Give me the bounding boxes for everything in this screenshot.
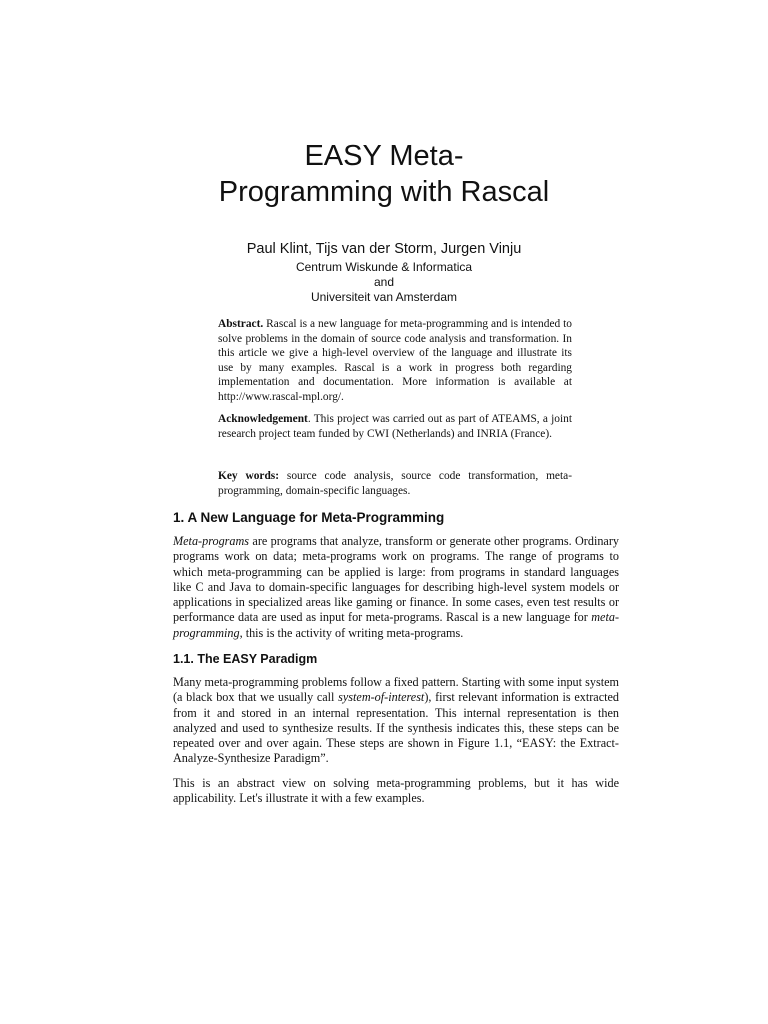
acknowledgement-text: . This project was carried out as part of ATEAMS, a joint research project team funded by CWI (Netherlands) and INRIA (France). [218,413,572,440]
emphasis-meta-programs: Meta-programs [173,534,250,548]
section-1-1-paragraph-1 [173,675,619,767]
affiliation-line-1: Centrum Wiskunde & Informatica [295,260,473,274]
author-list: Paul Klint, Tijs van der Storm, Jurgen Vinju [246,241,522,257]
abstract-label: Abstract. [218,318,264,330]
paper-title-line-1: EASY Meta- [304,140,464,172]
affiliation-line-3: Universiteit van Amsterdam [310,290,458,304]
section-heading-1-1: 1.1. The EASY Paradigm [173,652,318,666]
keywords [218,469,572,498]
emphasis-meta-programming: meta-programming [173,610,619,640]
keywords-text: source code analysis, source code transformation, meta-programming, domain-specific languages. [218,470,572,497]
paper-title-line-2: Programming with Rascal [218,176,550,208]
abstract [218,317,572,404]
section-1-1-paragraph-2: This is an abstract view on solving meta-programming problems, but it has wide applicability. Let's illustrate it with a few examples. [173,776,619,806]
acknowledgement-label: Acknowledgement [218,413,308,425]
section-heading-1: 1. A New Language for Meta-Programming [173,510,445,525]
paragraph-text: , this is the activity of writing meta-programs. [239,625,464,640]
paper-title [0,138,768,210]
acknowledgement [218,412,572,441]
emphasis-system-of-interest: system-of-interest [338,690,425,705]
section-1-paragraph [173,534,619,641]
affiliation-line-2: and [373,275,395,289]
paragraph-text: Many meta-programming problems follow a fixed pattern. Starting with some input system (a black box that we usually call [173,675,619,705]
keywords-label: Key words: [218,470,280,482]
abstract-text: Rascal is a new language for meta-programming and is intended to solve problems in the domain of source code analysis and transformation. In this article we give a high-level overview of the language and illustrate its use by many examples. Rascal is a work in progress both regarding implementation and documentation. More information is available at http://www.rascal-mpl.org/. [218,318,572,403]
paragraph-text: ), first relevant information is extracted from it and stored in an internal representation. This internal representation is then analyzed and used to synthesize results. If the synthesis indicates this, these steps can be repeated over and over again. These steps are shown in Figure 1.1, “EASY: the Extract-Analyze-Synthesize Paradigm”. [173,690,619,766]
paragraph-text: are programs that analyze, transform or generate other programs. Ordinary programs work on data; meta-programs work on programs. The range of programs to which meta-programming can be applied is large: from programs in standard languages like C and Java to domain-specific languages for describing high-level system models or applications in specialized areas like gaming or finance. In some cases, even test results or performance data are used as input for meta-programs. Rascal is a new language for [173,534,619,625]
